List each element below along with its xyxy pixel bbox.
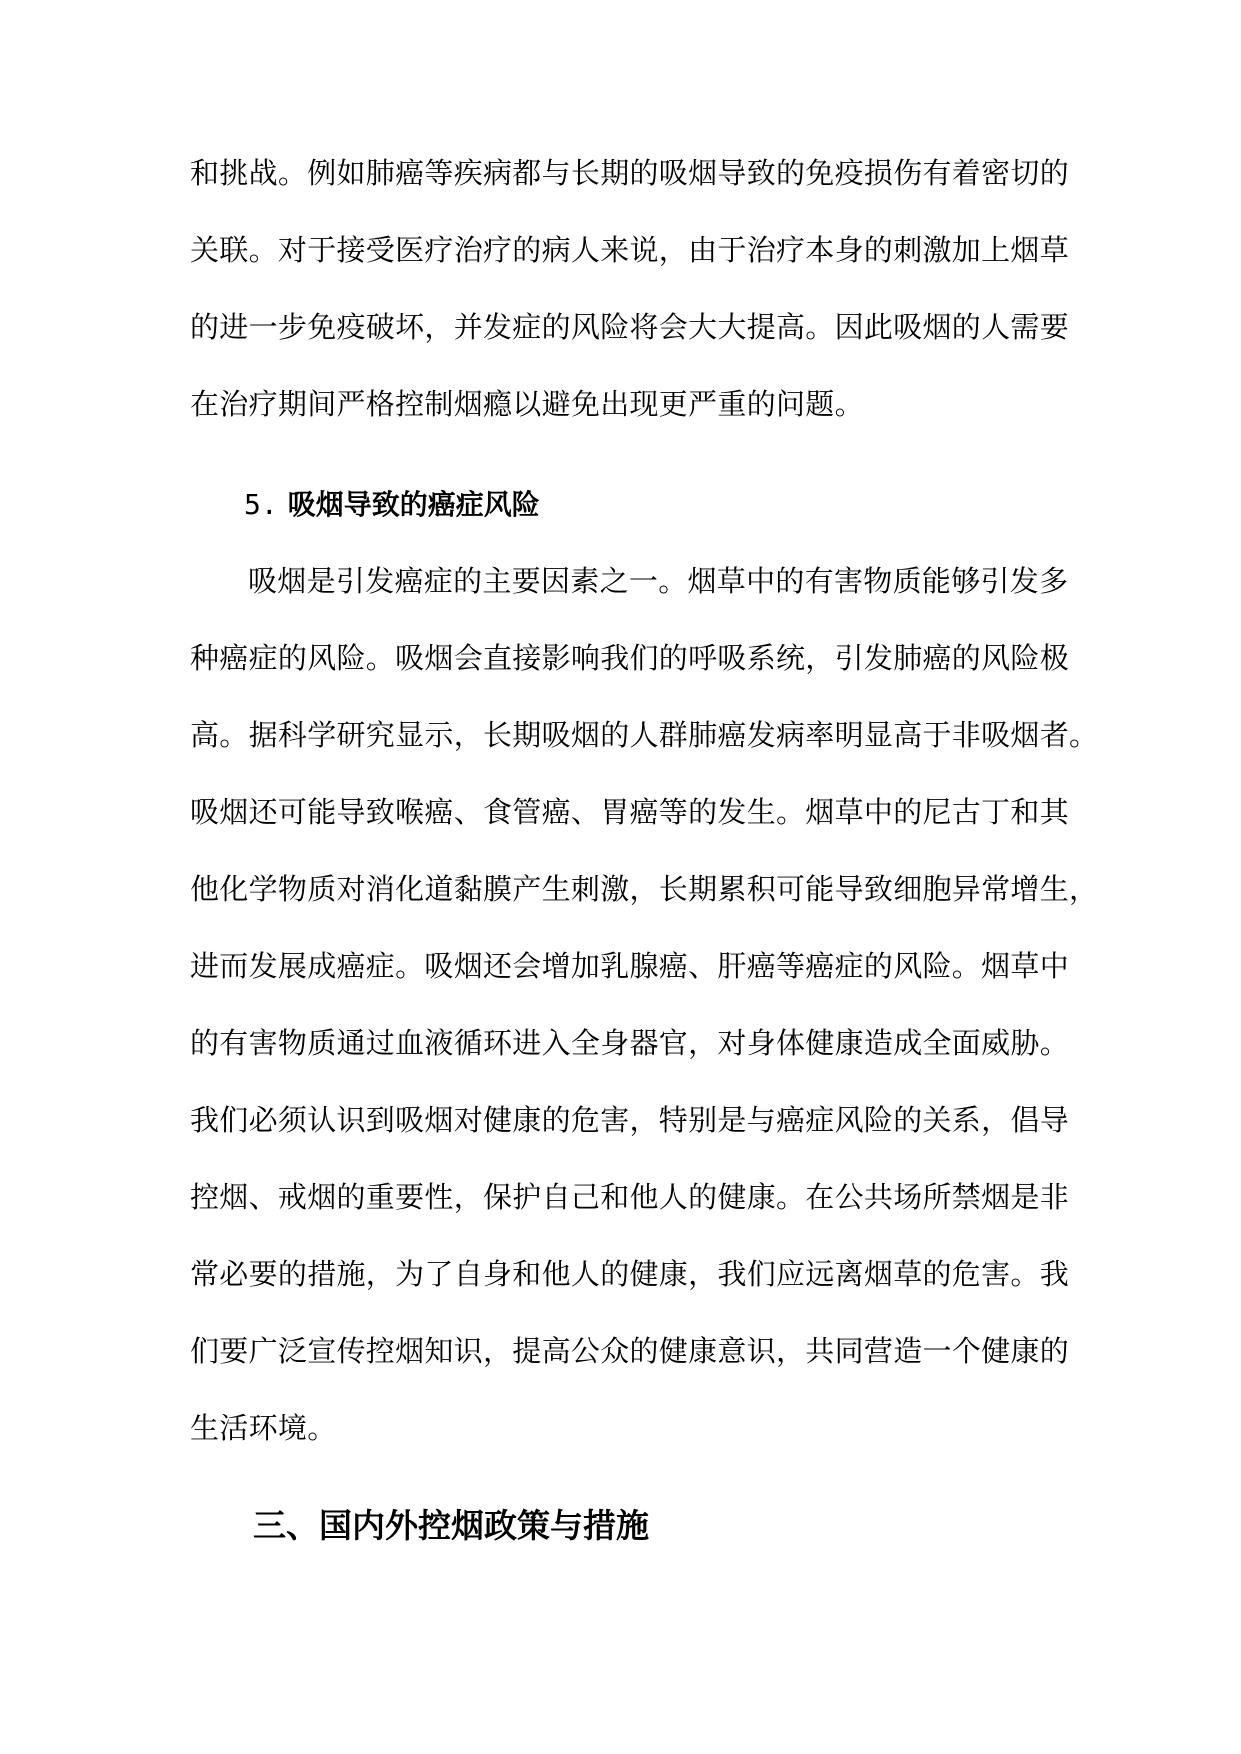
body-text-line: 生活环境。	[190, 1411, 337, 1445]
body-text-line: 进而发展成癌症。吸烟还会增加乳腺癌、肝癌等癌症的风险。烟草中	[190, 949, 1070, 983]
body-text-line: 在治疗期间严格控制烟瘾以避免出现更严重的问题。	[190, 387, 864, 421]
body-text-line: 种癌症的风险。吸烟会直接影响我们的呼吸系统，引发肺癌的风险极	[190, 641, 1070, 675]
body-text-line: 们要广泛宣传控烟知识，提高公众的健康意识，共同营造一个健康的	[190, 1334, 1070, 1368]
body-text-line: 控烟、戒烟的重要性，保护自己和他人的健康。在公共场所禁烟是非	[190, 1180, 1070, 1214]
chapter-heading: 三、国内外控烟政策与措施	[253, 1506, 649, 1545]
section-heading	[244, 485, 540, 525]
body-text-line: 他化学物质对消化道黏膜产生刺激，长期累积可能导致细胞异常增生，	[190, 872, 1099, 906]
body-text-line: 我们必须认识到吸烟对健康的危害，特别是与癌症风险的关系，倡导	[190, 1103, 1070, 1137]
body-text-line: 高。据科学研究显示，长期吸烟的人群肺癌发病率明显高于非吸烟者。	[190, 718, 1099, 752]
body-text-line: 吸烟是引发癌症的主要因素之一。烟草中的有害物质能够引发多	[248, 564, 1069, 598]
body-text-line: 关联。对于接受医疗治疗的病人来说，由于治疗本身的刺激加上烟草	[190, 233, 1070, 267]
body-text-line: 常必要的措施，为了自身和他人的健康，我们应远离烟草的危害。我	[190, 1257, 1070, 1291]
body-text-line: 和挑战。例如肺癌等疾病都与长期的吸烟导致的免疫损伤有着密切的	[190, 156, 1070, 190]
body-text-line: 的有害物质通过血液循环进入全身器官，对身体健康造成全面威胁。	[190, 1026, 1070, 1060]
body-text-line: 吸烟还可能导致喉癌、食管癌、胃癌等的发生。烟草中的尼古丁和其	[190, 795, 1070, 829]
section-number: 5.	[244, 488, 278, 521]
section-title: 吸烟导致的癌症风险	[287, 488, 540, 521]
body-text-line: 的进一步免疫破坏，并发症的风险将会大大提高。因此吸烟的人需要	[190, 310, 1070, 344]
